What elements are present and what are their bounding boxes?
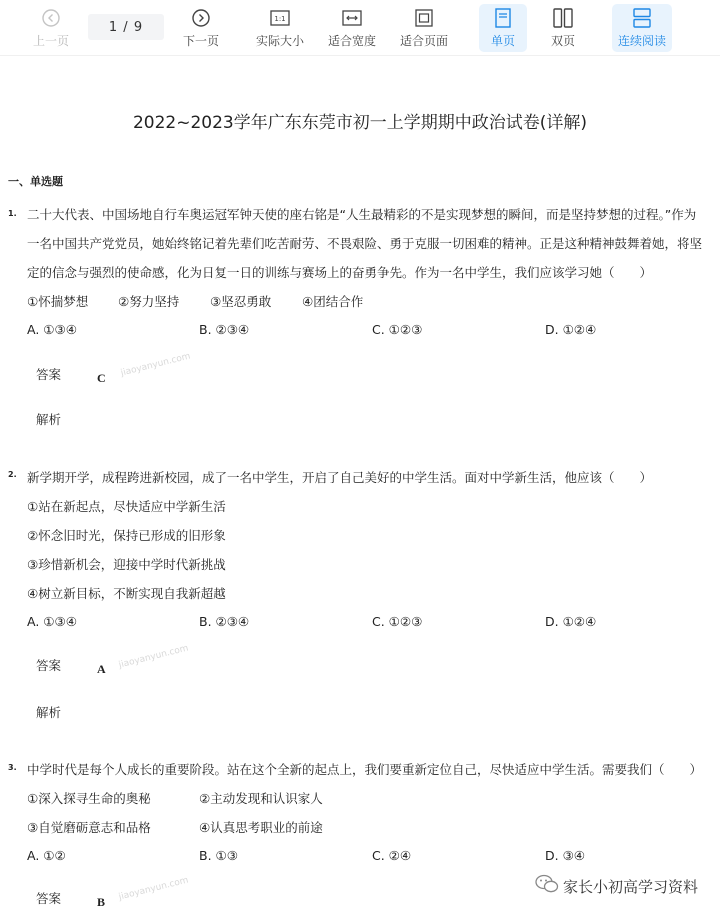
fit-width-label: 适合宽度: [327, 34, 376, 48]
fit-width-icon: [342, 7, 362, 29]
fit-page-label: 适合页面: [399, 34, 448, 48]
single-page-button[interactable]: [479, 4, 527, 52]
answer-label: 答案: [36, 891, 62, 906]
chevron-right-circle-icon: [192, 7, 210, 29]
double-page-label: 双页: [550, 34, 575, 48]
statement-item: ③珍惜新机会，迎接中学时代新挑战: [27, 557, 226, 572]
watermark: jiaoyanyun.com: [119, 351, 192, 379]
answer-label: 答案: [36, 367, 62, 382]
prev-page-label: 上一页: [32, 34, 69, 48]
option-a: A. ①②: [27, 848, 66, 863]
wechat-icon: [535, 874, 559, 898]
option-c: C. ①②③: [372, 322, 423, 337]
single-page-label: 单页: [490, 34, 515, 48]
statement-item: ③自觉磨砺意志和品格: [27, 820, 151, 835]
statement-item: ①怀揣梦想: [27, 294, 89, 309]
question-text: 新学期开学，成程跨进新校园，成了一名中学生，开启了自己美好的中学生活。面对中学新生活，他应该（ ）: [27, 470, 653, 485]
statement-item: ④树立新目标，不断实现自我新超越: [27, 586, 226, 601]
double-page-button[interactable]: [539, 4, 587, 52]
analysis-label: 解析: [36, 412, 62, 427]
answer-label: 答案: [36, 658, 62, 673]
option-d: D. ①②④: [545, 322, 597, 337]
answer-value: C: [97, 371, 106, 385]
chevron-left-circle-icon: [42, 7, 60, 29]
question-text: 中学时代是每个人成长的重要阶段。站在这个全新的起点上，我们要重新定位自己，尽快适应中学生活。需要我们（ ）: [27, 762, 703, 777]
fit-width-button[interactable]: [324, 4, 380, 52]
brand-text: 家长小初高学习资料: [562, 877, 698, 896]
statement-item: ④团结合作: [302, 294, 364, 309]
fit-page-button[interactable]: [396, 4, 452, 52]
option-c: C. ①②③: [372, 614, 423, 629]
single-page-icon: [495, 7, 511, 29]
watermark: jiaoyanyun.com: [117, 643, 190, 671]
viewer-toolbar: [0, 0, 720, 56]
prev-page-button[interactable]: [28, 4, 74, 52]
next-page-label: 下一页: [182, 34, 219, 48]
fit-page-icon: [415, 7, 433, 29]
option-a: A. ①③④: [27, 322, 77, 337]
option-b: B. ②③④: [199, 322, 250, 337]
statement-item: ③坚忍勇敢: [210, 294, 272, 309]
question-text: 二十大代表、中国场地自行车奥运冠军钟天使的座右铭是“人生最精彩的不是实现梦想的瞬间，而是坚持梦想的过程。”作为一名中国共产党党员，她始终铭记着先辈们吃苦耐劳、不畏艰险、勇于克服一切困难的精神。正是这种精神鼓舞着她，将坚定的信念与强烈的使命感，化为日复一日的训练与赛场上的奋勇争先。作为一名中学生，我们应该学习她（ ）: [27, 207, 703, 280]
statement-item: ②主动发现和认识家人: [199, 791, 323, 806]
statement-item: ①深入探寻生命的奥秘: [27, 791, 151, 806]
double-page-icon: [553, 7, 573, 29]
document-title: 2022~2023学年广东东莞市初一上学期期中政治试卷(详解): [132, 113, 588, 133]
watermark: jiaoyanyun.com: [117, 875, 190, 903]
answer-value: A: [97, 662, 106, 676]
option-b: B. ①③: [199, 848, 238, 863]
question-number: 1.: [8, 209, 17, 218]
option-c: C. ②④: [372, 848, 412, 863]
statement-item: ①站在新起点，尽快适应中学新生活: [27, 499, 226, 514]
continuous-reading-button[interactable]: [612, 4, 672, 52]
actual-size-icon: [270, 7, 290, 29]
question-number: 2.: [8, 470, 17, 479]
analysis-label: 解析: [36, 705, 62, 720]
next-page-button[interactable]: [178, 4, 224, 52]
section-heading: 一、单选题: [8, 175, 63, 188]
svg-text:1:1: 1:1: [274, 15, 286, 23]
question-number: 3.: [8, 763, 17, 772]
actual-size-button[interactable]: [252, 4, 308, 52]
brand-watermark: [535, 874, 698, 898]
option-a: A. ①③④: [27, 614, 77, 629]
statement-item: ④认真思考职业的前途: [199, 820, 323, 835]
option-b: B. ②③④: [199, 614, 250, 629]
option-d: D. ③④: [545, 848, 585, 863]
continuous-reading-icon: [633, 7, 651, 29]
option-d: D. ①②④: [545, 614, 597, 629]
continuous-reading-label: 连续阅读: [617, 34, 666, 48]
actual-size-label: 实际大小: [255, 34, 304, 48]
page-number-input[interactable]: 1 / 9: [88, 14, 164, 40]
statement-item: ②怀念旧时光，保持已形成的旧形象: [27, 528, 226, 543]
answer-value: B: [97, 895, 106, 909]
statement-item: ②努力坚持: [118, 294, 180, 309]
